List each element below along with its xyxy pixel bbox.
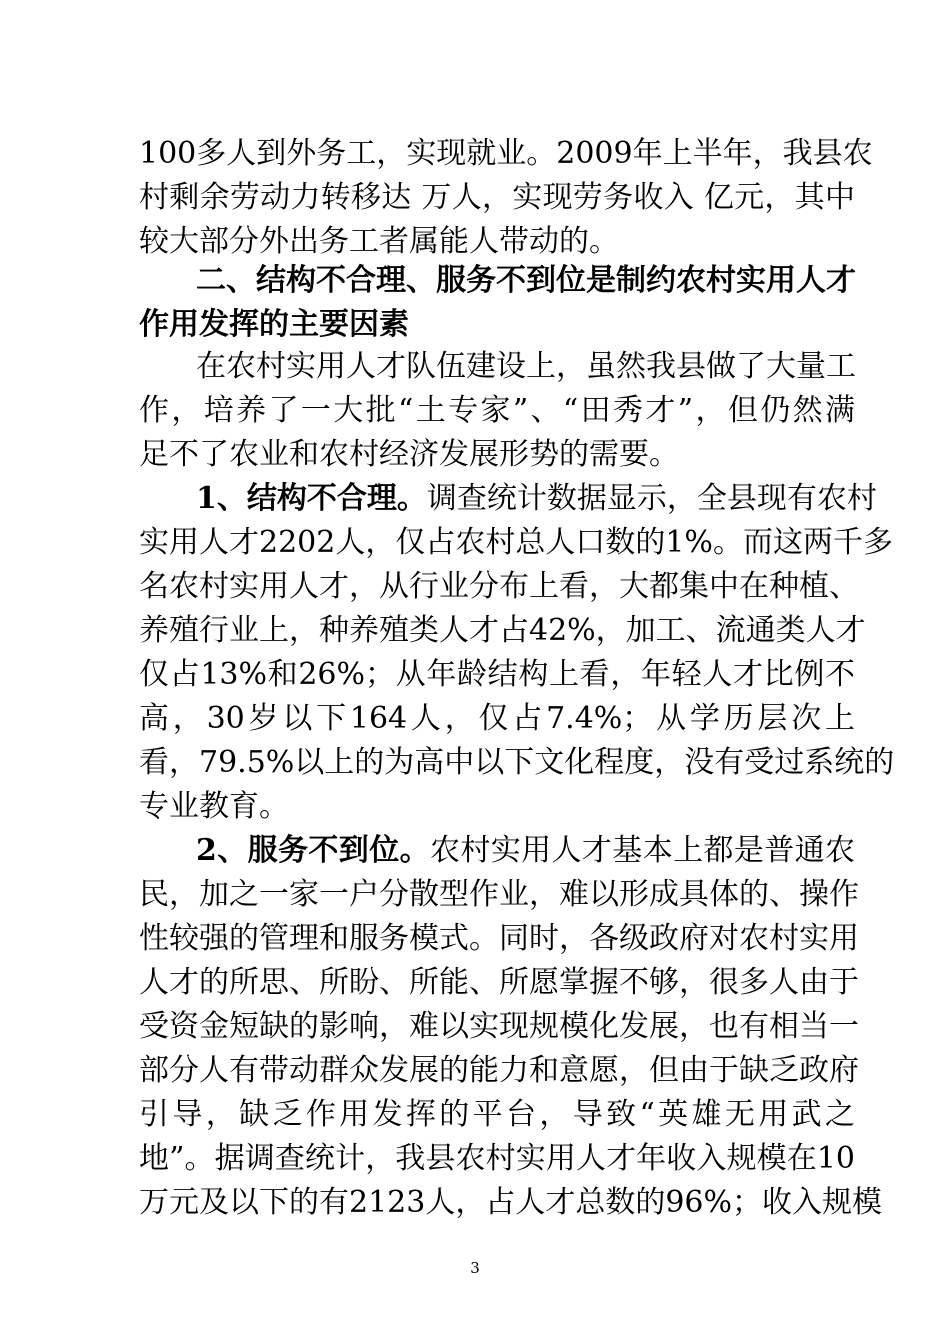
subsection-first-line — [196, 827, 855, 875]
body-text-line: 专业教育。 — [139, 789, 289, 824]
subsection-first-line — [196, 475, 877, 523]
body-text-line: 性较强的管理和服务模式。同时，各级政府对农村实用 — [139, 921, 859, 956]
body-text-line: 足不了农业和农村经济发展形势的需要。 — [139, 437, 679, 472]
body-text-line: 高，30岁以下164人，仅占7.4%；从学历层次上 — [139, 701, 855, 736]
body-text-line: 养殖行业上，种养殖类人才占42%，加工、流通类人才 — [139, 613, 866, 648]
subsection-first-text: 农村实用人才基本上都是普通农 — [429, 833, 856, 868]
body-text-line: 地”。据调查统计，我县农村实用人才年收入规模在10 — [139, 1141, 855, 1176]
body-text-line: 部分人有带动群众发展的能力和意愿，但由于缺乏政府 — [139, 1053, 859, 1088]
body-text-line: 仅占13%和26%；从年龄结构上看，年轻人才比例不 — [139, 657, 855, 692]
body-text-line: 实用人才2202人，仅占农村总人口数的1%。而这两千多 — [139, 525, 893, 560]
subsection-lead: 2、服务不到位。 — [196, 833, 430, 868]
subsection-lead: 1、结构不合理。 — [196, 481, 427, 516]
body-text-line: 看，79.5%以上的为高中以下文化程度，没有受过系统的 — [139, 745, 895, 780]
body-text-line: 名农村实用人才，从行业分布上看，大都集中在种植、 — [139, 569, 859, 604]
body-text-line: 作，培养了一大批“土专家”、“田秀才”，但仍然满 — [139, 393, 855, 428]
body-text-line: 万元及以下的有2123人，占人才总数的96%；收入规模 — [139, 1185, 883, 1220]
body-text-line: 人才的所思、所盼、所能、所愿掌握不够，很多人由于 — [139, 965, 859, 1000]
section-heading-line: 二、结构不合理、服务不到位是制约农村实用人才 — [196, 263, 856, 298]
body-text-line: 在农村实用人才队伍建设上，虽然我县做了大量工 — [196, 349, 856, 384]
body-text-line: 较大部分外出务工者属能人带动的。 — [139, 224, 619, 259]
body-text-line: 100多人到外务工，实现就业。2009年上半年，我县农 — [139, 136, 873, 171]
section-heading-line: 作用发挥的主要因素 — [139, 307, 409, 342]
page-number: 3 — [470, 1259, 480, 1277]
body-text-line: 引导，缺乏作用发挥的平台，导致“英雄无用武之 — [139, 1097, 855, 1132]
body-text-line: 民，加之一家一户分散型作业，难以形成具体的、操作 — [139, 877, 859, 912]
body-text-line: 村剩余劳动力转移达 万人，实现劳务收入 亿元，其中 — [139, 180, 855, 215]
subsection-first-text: 调查统计数据显示，全县现有农村 — [426, 481, 877, 516]
body-text-line: 受资金短缺的影响，难以实现规模化发展，也有相当一 — [139, 1009, 859, 1044]
